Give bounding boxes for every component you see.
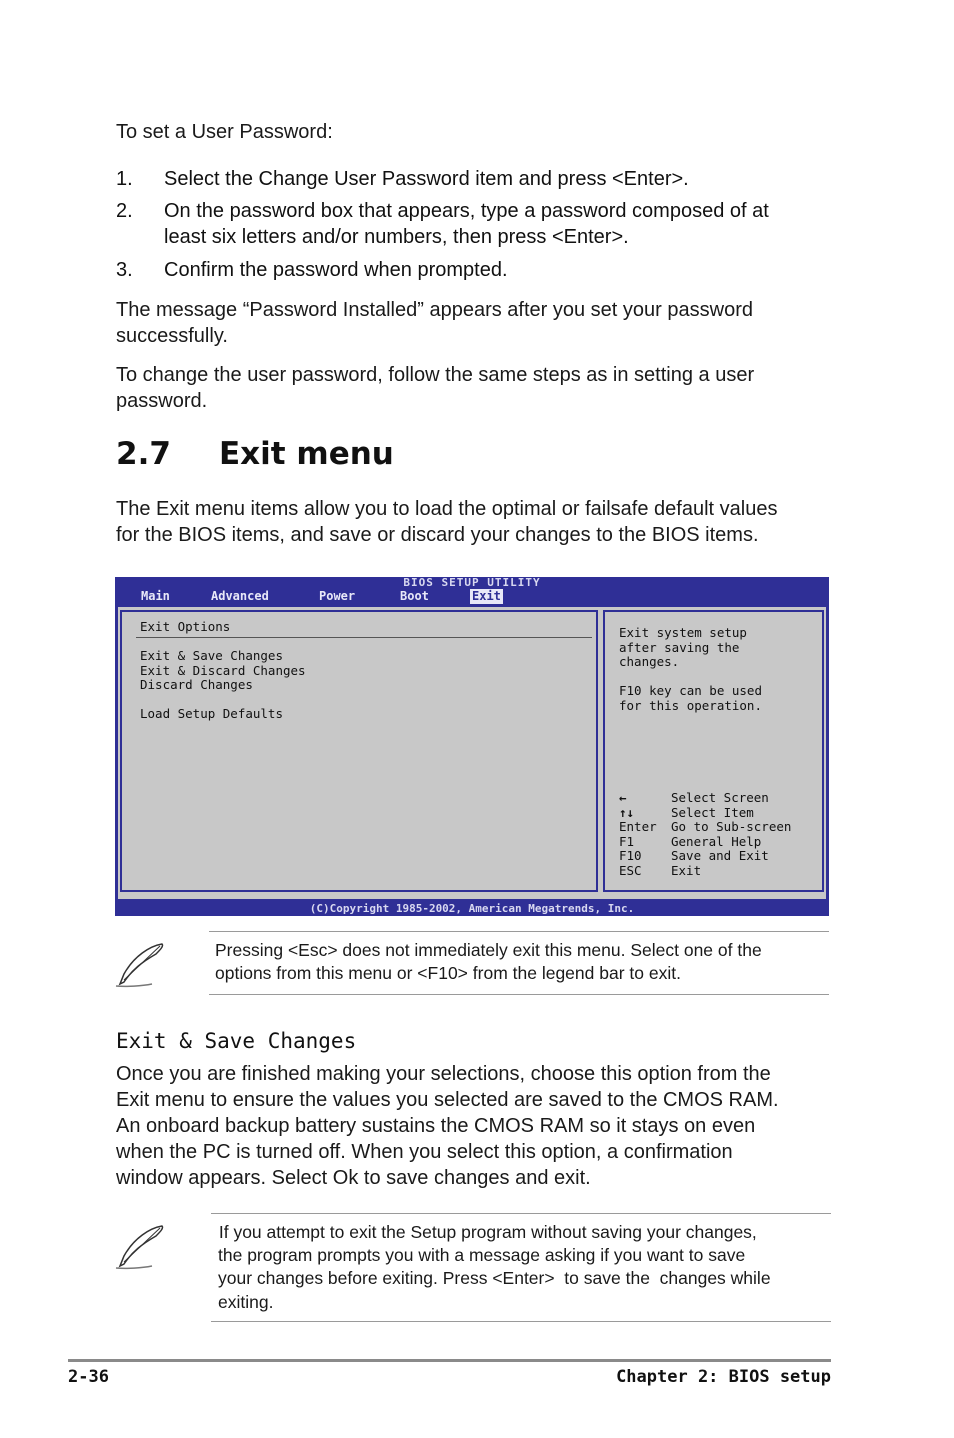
bios-options-header: Exit Options [140, 619, 231, 634]
paragraph-line: The Exit menu items allow you to load the optimal or failsafe default values [116, 498, 778, 520]
bios-tab-main[interactable]: Main [141, 589, 170, 603]
section-number: 2.7 [116, 436, 171, 472]
bios-help-line: Exit system setup [619, 625, 747, 640]
note-rule-top [209, 931, 829, 932]
note-feather-icon [112, 940, 168, 990]
bios-help-line: changes. [619, 654, 680, 670]
bios-option-exit-save[interactable]: Exit & Save Changes [140, 648, 283, 663]
note-rule-top [211, 1213, 831, 1214]
step-text: Select the Change User Password item and press <Enter>. [164, 168, 689, 190]
bios-legend-key: Enter [619, 819, 657, 835]
bios-legend-desc: Go to Sub-screen [671, 819, 792, 835]
note-line: Pressing <Esc> does not immediately exit this menu. Select one of the [215, 940, 762, 960]
note-feather-icon [112, 1222, 168, 1272]
bios-legend-desc: Select Screen [671, 790, 769, 805]
bios-legend-desc: Select Item [671, 804, 754, 820]
left-arrow-icon: ← [619, 790, 627, 805]
bios-legend-desc: Exit [671, 863, 702, 878]
step-text: least six letters and/or numbers, then press <Enter>. [164, 226, 629, 248]
section-title: Exit menu [219, 436, 394, 472]
paragraph-line: An onboard backup battery sustains the CMOS RAM so it stays on even [116, 1115, 756, 1137]
bios-help-line: after saving the [619, 639, 740, 655]
bios-legend-key: F1 [619, 833, 635, 849]
paragraph-line: for the BIOS items, and save or discard your changes to the BIOS items. [116, 524, 759, 546]
paragraph-line: To change the user password, follow the same steps as in setting a user [116, 364, 755, 386]
chapter-label: Chapter 2: BIOS setup [616, 1367, 831, 1387]
paragraph-line: The message “Password Installed” appears after you set your password [116, 299, 753, 321]
step-text: On the password box that appears, type a password composed of at [164, 200, 769, 222]
paragraph-line: Exit menu to ensure the values you selected are saved to the CMOS RAM. [116, 1089, 779, 1111]
note-line: If you attempt to exit the Setup program without saving your changes, [214, 1222, 757, 1242]
bios-screenshot [115, 577, 829, 916]
note-line: exiting. [218, 1292, 274, 1312]
paragraph-line: password. [116, 390, 208, 412]
bios-legend-desc: General Help [671, 833, 762, 849]
footer-rule [68, 1359, 831, 1362]
bios-option-load-defaults[interactable]: Load Setup Defaults [140, 706, 283, 722]
bios-tab-power[interactable]: Power [319, 589, 356, 603]
up-down-arrow-icon: ↑↓ [619, 804, 635, 820]
bios-option-exit-discard[interactable]: Exit & Discard Changes [140, 662, 306, 678]
step-number: 1. [116, 168, 133, 190]
bios-tab-boot[interactable]: Boot [400, 589, 429, 603]
bios-help-line: for this operation. [619, 698, 762, 713]
bios-help-pane [603, 610, 824, 892]
note-line: your changes before exiting. Press <Enter> to save the changes while [218, 1268, 771, 1288]
bios-tab-exit[interactable]: Exit [472, 589, 501, 603]
bios-body [118, 607, 826, 899]
bios-options-pane [120, 610, 598, 892]
step-number: 3. [116, 259, 133, 281]
step-text: Confirm the password when prompted. [164, 259, 508, 281]
bios-tab-advanced[interactable]: Advanced [211, 589, 269, 603]
bios-divider [136, 637, 592, 638]
note-line: the program prompts you with a message asking if you want to save [218, 1245, 746, 1265]
bios-help-line: F10 key can be used [619, 683, 762, 699]
paragraph-line: successfully. [116, 325, 228, 347]
note-line: options from this menu or <F10> from the legend bar to exit. [215, 963, 681, 983]
bios-legend-desc: Save and Exit [671, 848, 769, 864]
step-number: 2. [116, 200, 133, 222]
bios-legend-key: ESC [619, 863, 642, 878]
bios-legend-key: F10 [619, 848, 642, 864]
paragraph-line: Once you are finished making your selections, choose this option from the [116, 1063, 771, 1085]
subsection-title: Exit & Save Changes [116, 1029, 357, 1053]
bios-copyright: (C)Copyright 1985-2002, American Megatrends, Inc. [309, 902, 635, 915]
intro-text: To set a User Password: [116, 121, 333, 143]
note-rule-bottom [209, 994, 829, 995]
bios-menu-bar [115, 589, 829, 605]
page-number: 2-36 [68, 1367, 109, 1387]
paragraph-line: window appears. Select Ok to save changes and exit. [116, 1167, 591, 1189]
paragraph-line: when the PC is turned off. When you select this option, a confirmation [116, 1141, 733, 1163]
bios-title: BIOS SETUP UTILITY [403, 576, 541, 589]
bios-option-discard[interactable]: Discard Changes [140, 677, 253, 693]
note-rule-bottom [211, 1321, 831, 1322]
